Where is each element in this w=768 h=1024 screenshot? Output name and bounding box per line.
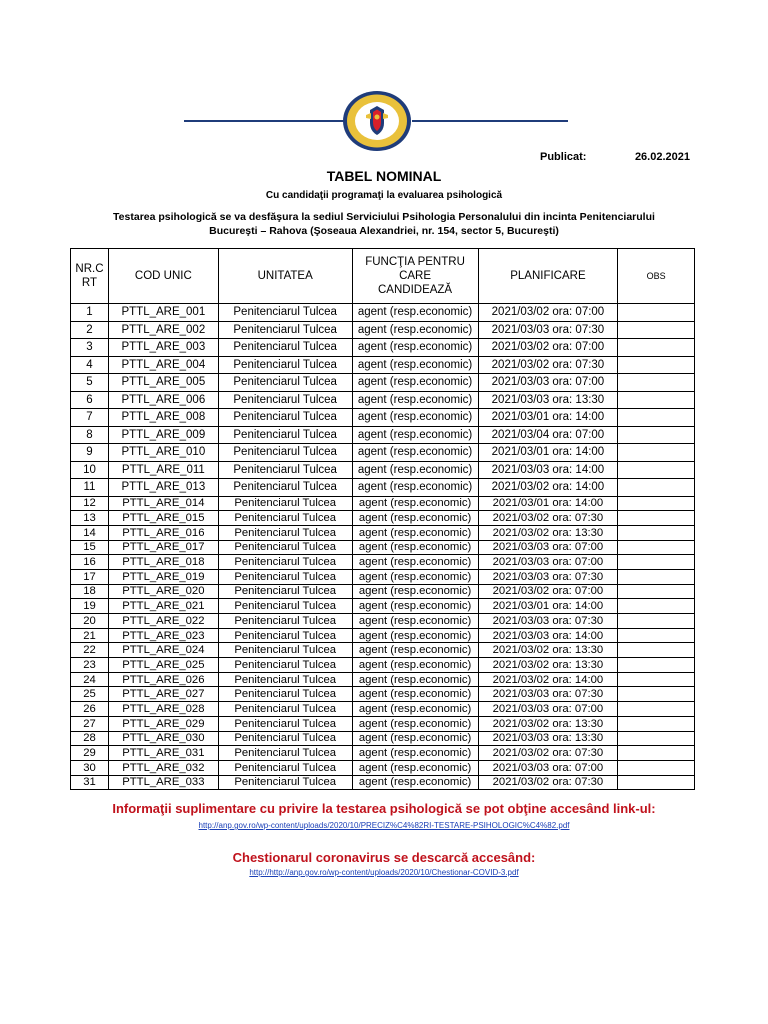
cell-planificare: 2021/03/02 ora: 07:00 xyxy=(478,339,618,357)
cell-obs xyxy=(618,339,695,357)
cell-planificare: 2021/03/03 ora: 07:30 xyxy=(478,569,618,584)
cell-unitatea: Penitenciarul Tulcea xyxy=(218,687,352,702)
cell-functia: agent (resp.economic) xyxy=(352,614,478,629)
table-row xyxy=(71,496,695,511)
cell-unitatea: Penitenciarul Tulcea xyxy=(218,304,352,322)
table-row xyxy=(71,584,695,599)
table-row xyxy=(71,555,695,570)
cell-nrcrt: 18 xyxy=(71,584,109,599)
cell-unitatea: Penitenciarul Tulcea xyxy=(218,525,352,540)
candidates-table xyxy=(70,248,695,790)
cell-obs xyxy=(618,304,695,322)
cell-functia: agent (resp.economic) xyxy=(352,496,478,511)
cell-planificare: 2021/03/02 ora: 14:00 xyxy=(478,479,618,497)
table-row xyxy=(71,461,695,479)
cell-obs xyxy=(618,391,695,409)
table-row xyxy=(71,426,695,444)
info-text: Informaţii suplimentare cu privire la testarea psihologică se pot obţine accesând link-ul: xyxy=(112,801,656,816)
published-date: 26.02.2021 xyxy=(634,151,690,163)
table-row xyxy=(71,479,695,497)
table-row xyxy=(71,614,695,629)
cell-nrcrt: 19 xyxy=(71,599,109,614)
table-row xyxy=(71,339,695,357)
cell-planificare: 2021/03/02 ora: 07:30 xyxy=(478,511,618,526)
table-row xyxy=(71,304,695,322)
cell-nrcrt: 14 xyxy=(71,525,109,540)
table-row xyxy=(71,628,695,643)
published-label: Publicat: xyxy=(540,151,587,163)
cell-unitatea: Penitenciarul Tulcea xyxy=(218,461,352,479)
table-row xyxy=(71,731,695,746)
cell-planificare: 2021/03/02 ora: 07:30 xyxy=(478,775,618,790)
coronavirus-link[interactable]: http://http://anp.gov.ro/wp-content/uploads/2020/10/Chestionar-COVID-3.pdf xyxy=(249,868,519,877)
cell-cod-unic: PTTL_ARE_022 xyxy=(108,614,218,629)
cell-functia: agent (resp.economic) xyxy=(352,321,478,339)
cell-cod-unic: PTTL_ARE_005 xyxy=(108,374,218,392)
emblem-logo-icon xyxy=(342,90,412,152)
cell-obs xyxy=(618,511,695,526)
cell-unitatea: Penitenciarul Tulcea xyxy=(218,356,352,374)
table-row xyxy=(71,702,695,717)
cell-functia: agent (resp.economic) xyxy=(352,658,478,673)
cell-nrcrt: 22 xyxy=(71,643,109,658)
cell-obs xyxy=(618,746,695,761)
cell-cod-unic: PTTL_ARE_011 xyxy=(108,461,218,479)
cell-cod-unic: PTTL_ARE_029 xyxy=(108,716,218,731)
cell-unitatea: Penitenciarul Tulcea xyxy=(218,731,352,746)
cell-unitatea: Penitenciarul Tulcea xyxy=(218,426,352,444)
column-header-functia: FUNCŢIA PENTRU CARE CANDIDEAZĂ xyxy=(352,249,478,304)
cell-cod-unic: PTTL_ARE_008 xyxy=(108,409,218,427)
cell-planificare: 2021/03/03 ora: 07:00 xyxy=(478,760,618,775)
table-row xyxy=(71,687,695,702)
cell-cod-unic: PTTL_ARE_020 xyxy=(108,584,218,599)
cell-obs xyxy=(618,716,695,731)
cell-planificare: 2021/03/03 ora: 13:30 xyxy=(478,391,618,409)
cell-unitatea: Penitenciarul Tulcea xyxy=(218,479,352,497)
cell-functia: agent (resp.economic) xyxy=(352,643,478,658)
cell-obs xyxy=(618,775,695,790)
table-row xyxy=(71,716,695,731)
cell-obs xyxy=(618,461,695,479)
table-row xyxy=(71,643,695,658)
cell-cod-unic: PTTL_ARE_006 xyxy=(108,391,218,409)
cell-nrcrt: 26 xyxy=(71,702,109,717)
info-link[interactable]: http://anp.gov.ro/wp-content/uploads/2020/10/PRECIZ%C4%82RI-TESTARE-PSIHOLOGIC%C4%82.pdf xyxy=(198,821,570,830)
cell-unitatea: Penitenciarul Tulcea xyxy=(218,746,352,761)
cell-cod-unic: PTTL_ARE_018 xyxy=(108,555,218,570)
cell-planificare: 2021/03/02 ora: 07:00 xyxy=(478,584,618,599)
cell-unitatea: Penitenciarul Tulcea xyxy=(218,775,352,790)
cell-nrcrt: 31 xyxy=(71,775,109,790)
cell-unitatea: Penitenciarul Tulcea xyxy=(218,555,352,570)
cell-unitatea: Penitenciarul Tulcea xyxy=(218,409,352,427)
table-row xyxy=(71,658,695,673)
cell-cod-unic: PTTL_ARE_028 xyxy=(108,702,218,717)
cell-nrcrt: 30 xyxy=(71,760,109,775)
cell-unitatea: Penitenciarul Tulcea xyxy=(218,569,352,584)
cell-functia: agent (resp.economic) xyxy=(352,672,478,687)
cell-planificare: 2021/03/03 ora: 07:30 xyxy=(478,687,618,702)
cell-nrcrt: 29 xyxy=(71,746,109,761)
cell-obs xyxy=(618,658,695,673)
cell-obs xyxy=(618,525,695,540)
cell-planificare: 2021/03/03 ora: 07:00 xyxy=(478,540,618,555)
cell-nrcrt: 27 xyxy=(71,716,109,731)
cell-unitatea: Penitenciarul Tulcea xyxy=(218,716,352,731)
cell-unitatea: Penitenciarul Tulcea xyxy=(218,391,352,409)
cell-functia: agent (resp.economic) xyxy=(352,687,478,702)
cell-planificare: 2021/03/03 ora: 07:00 xyxy=(478,374,618,392)
column-header-cod-unic: COD UNIC xyxy=(108,249,218,304)
cell-functia: agent (resp.economic) xyxy=(352,356,478,374)
cell-planificare: 2021/03/02 ora: 07:30 xyxy=(478,356,618,374)
cell-cod-unic: PTTL_ARE_032 xyxy=(108,760,218,775)
table-row xyxy=(71,540,695,555)
cell-cod-unic: PTTL_ARE_002 xyxy=(108,321,218,339)
cell-unitatea: Penitenciarul Tulcea xyxy=(218,643,352,658)
cell-functia: agent (resp.economic) xyxy=(352,731,478,746)
cell-cod-unic: PTTL_ARE_013 xyxy=(108,479,218,497)
cell-nrcrt: 9 xyxy=(71,444,109,462)
cell-unitatea: Penitenciarul Tulcea xyxy=(218,599,352,614)
cell-cod-unic: PTTL_ARE_025 xyxy=(108,658,218,673)
cell-nrcrt: 17 xyxy=(71,569,109,584)
cell-nrcrt: 23 xyxy=(71,658,109,673)
cell-obs xyxy=(618,760,695,775)
cell-functia: agent (resp.economic) xyxy=(352,628,478,643)
cell-nrcrt: 7 xyxy=(71,409,109,427)
cell-functia: agent (resp.economic) xyxy=(352,525,478,540)
cell-obs xyxy=(618,569,695,584)
cell-nrcrt: 28 xyxy=(71,731,109,746)
cell-obs xyxy=(618,555,695,570)
cell-planificare: 2021/03/01 ora: 14:00 xyxy=(478,409,618,427)
cell-functia: agent (resp.economic) xyxy=(352,702,478,717)
cell-obs xyxy=(618,374,695,392)
cell-obs xyxy=(618,702,695,717)
cell-nrcrt: 24 xyxy=(71,672,109,687)
table-row xyxy=(71,672,695,687)
cell-functia: agent (resp.economic) xyxy=(352,555,478,570)
cell-unitatea: Penitenciarul Tulcea xyxy=(218,496,352,511)
cell-obs xyxy=(618,584,695,599)
cell-planificare: 2021/03/03 ora: 07:30 xyxy=(478,321,618,339)
cell-cod-unic: PTTL_ARE_026 xyxy=(108,672,218,687)
cell-functia: agent (resp.economic) xyxy=(352,775,478,790)
location-line-1: Testarea psihologică se va desfăşura la sediul Serviciului Psihologia Personalului din incinta Penitenciarului xyxy=(113,211,655,223)
table-row xyxy=(71,321,695,339)
cell-nrcrt: 10 xyxy=(71,461,109,479)
cell-unitatea: Penitenciarul Tulcea xyxy=(218,702,352,717)
cell-functia: agent (resp.economic) xyxy=(352,426,478,444)
cell-unitatea: Penitenciarul Tulcea xyxy=(218,658,352,673)
cell-obs xyxy=(618,628,695,643)
cell-obs xyxy=(618,687,695,702)
cell-planificare: 2021/03/02 ora: 13:30 xyxy=(478,658,618,673)
cell-functia: agent (resp.economic) xyxy=(352,716,478,731)
cell-planificare: 2021/03/01 ora: 14:00 xyxy=(478,599,618,614)
cell-nrcrt: 21 xyxy=(71,628,109,643)
cell-cod-unic: PTTL_ARE_010 xyxy=(108,444,218,462)
cell-nrcrt: 20 xyxy=(71,614,109,629)
location-line-2: Bucureşti – Rahova (Şoseaua Alexandriei, nr. 154, sector 5, Bucureşti) xyxy=(209,225,559,237)
cell-functia: agent (resp.economic) xyxy=(352,339,478,357)
cell-cod-unic: PTTL_ARE_027 xyxy=(108,687,218,702)
test-location xyxy=(100,210,668,238)
cell-functia: agent (resp.economic) xyxy=(352,479,478,497)
table-row xyxy=(71,599,695,614)
cell-cod-unic: PTTL_ARE_014 xyxy=(108,496,218,511)
letterhead xyxy=(0,88,768,158)
cell-cod-unic: PTTL_ARE_021 xyxy=(108,599,218,614)
cell-obs xyxy=(618,672,695,687)
cell-obs xyxy=(618,409,695,427)
column-header-nrcrt: NR.C RT xyxy=(71,249,109,304)
header-rule-left xyxy=(184,120,346,122)
cell-nrcrt: 11 xyxy=(71,479,109,497)
cell-nrcrt: 5 xyxy=(71,374,109,392)
cell-nrcrt: 16 xyxy=(71,555,109,570)
cell-planificare: 2021/03/03 ora: 07:00 xyxy=(478,555,618,570)
table-header-row xyxy=(71,249,695,304)
cell-planificare: 2021/03/01 ora: 14:00 xyxy=(478,444,618,462)
cell-functia: agent (resp.economic) xyxy=(352,444,478,462)
cell-nrcrt: 6 xyxy=(71,391,109,409)
cell-unitatea: Penitenciarul Tulcea xyxy=(218,511,352,526)
cell-functia: agent (resp.economic) xyxy=(352,409,478,427)
cell-functia: agent (resp.economic) xyxy=(352,304,478,322)
cell-unitatea: Penitenciarul Tulcea xyxy=(218,584,352,599)
cell-nrcrt: 2 xyxy=(71,321,109,339)
cell-planificare: 2021/03/02 ora: 07:30 xyxy=(478,746,618,761)
cell-nrcrt: 1 xyxy=(71,304,109,322)
cell-cod-unic: PTTL_ARE_019 xyxy=(108,569,218,584)
table-row xyxy=(71,746,695,761)
cell-cod-unic: PTTL_ARE_024 xyxy=(108,643,218,658)
cell-unitatea: Penitenciarul Tulcea xyxy=(218,614,352,629)
cell-cod-unic: PTTL_ARE_016 xyxy=(108,525,218,540)
cell-unitatea: Penitenciarul Tulcea xyxy=(218,374,352,392)
cell-planificare: 2021/03/02 ora: 13:30 xyxy=(478,716,618,731)
cell-functia: agent (resp.economic) xyxy=(352,584,478,599)
table-row xyxy=(71,525,695,540)
coronavirus-text: Chestionarul coronavirus se descarcă accesând: xyxy=(232,850,536,865)
publication-line xyxy=(540,151,690,163)
cell-obs xyxy=(618,599,695,614)
cell-nrcrt: 3 xyxy=(71,339,109,357)
cell-obs xyxy=(618,643,695,658)
cell-functia: agent (resp.economic) xyxy=(352,569,478,584)
cell-functia: agent (resp.economic) xyxy=(352,461,478,479)
table-row xyxy=(71,569,695,584)
cell-nrcrt: 15 xyxy=(71,540,109,555)
cell-cod-unic: PTTL_ARE_017 xyxy=(108,540,218,555)
cell-obs xyxy=(618,496,695,511)
cell-cod-unic: PTTL_ARE_023 xyxy=(108,628,218,643)
cell-planificare: 2021/03/02 ora: 13:30 xyxy=(478,643,618,658)
cell-cod-unic: PTTL_ARE_030 xyxy=(108,731,218,746)
cell-functia: agent (resp.economic) xyxy=(352,391,478,409)
cell-obs xyxy=(618,540,695,555)
cell-cod-unic: PTTL_ARE_003 xyxy=(108,339,218,357)
cell-obs xyxy=(618,426,695,444)
table-row xyxy=(71,409,695,427)
table-row xyxy=(71,391,695,409)
cell-functia: agent (resp.economic) xyxy=(352,374,478,392)
table-row xyxy=(71,374,695,392)
cell-cod-unic: PTTL_ARE_001 xyxy=(108,304,218,322)
cell-planificare: 2021/03/01 ora: 14:00 xyxy=(478,496,618,511)
table-row xyxy=(71,356,695,374)
cell-planificare: 2021/03/03 ora: 14:00 xyxy=(478,628,618,643)
column-header-obs: OBS xyxy=(618,249,695,304)
cell-unitatea: Penitenciarul Tulcea xyxy=(218,444,352,462)
column-header-unitatea: UNITATEA xyxy=(218,249,352,304)
cell-unitatea: Penitenciarul Tulcea xyxy=(218,321,352,339)
cell-planificare: 2021/03/03 ora: 13:30 xyxy=(478,731,618,746)
cell-planificare: 2021/03/02 ora: 13:30 xyxy=(478,525,618,540)
cell-obs xyxy=(618,479,695,497)
cell-functia: agent (resp.economic) xyxy=(352,511,478,526)
cell-nrcrt: 8 xyxy=(71,426,109,444)
cell-obs xyxy=(618,614,695,629)
table-row xyxy=(71,444,695,462)
cell-planificare: 2021/03/02 ora: 07:00 xyxy=(478,304,618,322)
cell-cod-unic: PTTL_ARE_009 xyxy=(108,426,218,444)
cell-nrcrt: 4 xyxy=(71,356,109,374)
cell-unitatea: Penitenciarul Tulcea xyxy=(218,540,352,555)
cell-planificare: 2021/03/03 ora: 14:00 xyxy=(478,461,618,479)
cell-unitatea: Penitenciarul Tulcea xyxy=(218,628,352,643)
cell-nrcrt: 25 xyxy=(71,687,109,702)
cell-functia: agent (resp.economic) xyxy=(352,760,478,775)
column-header-planificare: PLANIFICARE xyxy=(478,249,618,304)
cell-cod-unic: PTTL_ARE_004 xyxy=(108,356,218,374)
cell-obs xyxy=(618,321,695,339)
cell-obs xyxy=(618,444,695,462)
cell-planificare: 2021/03/03 ora: 07:00 xyxy=(478,702,618,717)
page-subtitle: Cu candidaţii programaţi la evaluarea psihologică xyxy=(265,190,503,201)
cell-cod-unic: PTTL_ARE_031 xyxy=(108,746,218,761)
cell-planificare: 2021/03/04 ora: 07:00 xyxy=(478,426,618,444)
header-rule-right xyxy=(412,120,568,122)
cell-cod-unic: PTTL_ARE_015 xyxy=(108,511,218,526)
cell-cod-unic: PTTL_ARE_033 xyxy=(108,775,218,790)
table-row xyxy=(71,511,695,526)
table-body xyxy=(71,304,695,790)
cell-nrcrt: 13 xyxy=(71,511,109,526)
cell-unitatea: Penitenciarul Tulcea xyxy=(218,672,352,687)
cell-obs xyxy=(618,356,695,374)
table-row xyxy=(71,775,695,790)
cell-nrcrt: 12 xyxy=(71,496,109,511)
table-row xyxy=(71,760,695,775)
cell-planificare: 2021/03/03 ora: 07:30 xyxy=(478,614,618,629)
cell-functia: agent (resp.economic) xyxy=(352,599,478,614)
cell-unitatea: Penitenciarul Tulcea xyxy=(218,339,352,357)
cell-planificare: 2021/03/02 ora: 14:00 xyxy=(478,672,618,687)
cell-functia: agent (resp.economic) xyxy=(352,540,478,555)
page-title: TABEL NOMINAL xyxy=(326,168,442,184)
cell-unitatea: Penitenciarul Tulcea xyxy=(218,760,352,775)
cell-obs xyxy=(618,731,695,746)
cell-functia: agent (resp.economic) xyxy=(352,746,478,761)
